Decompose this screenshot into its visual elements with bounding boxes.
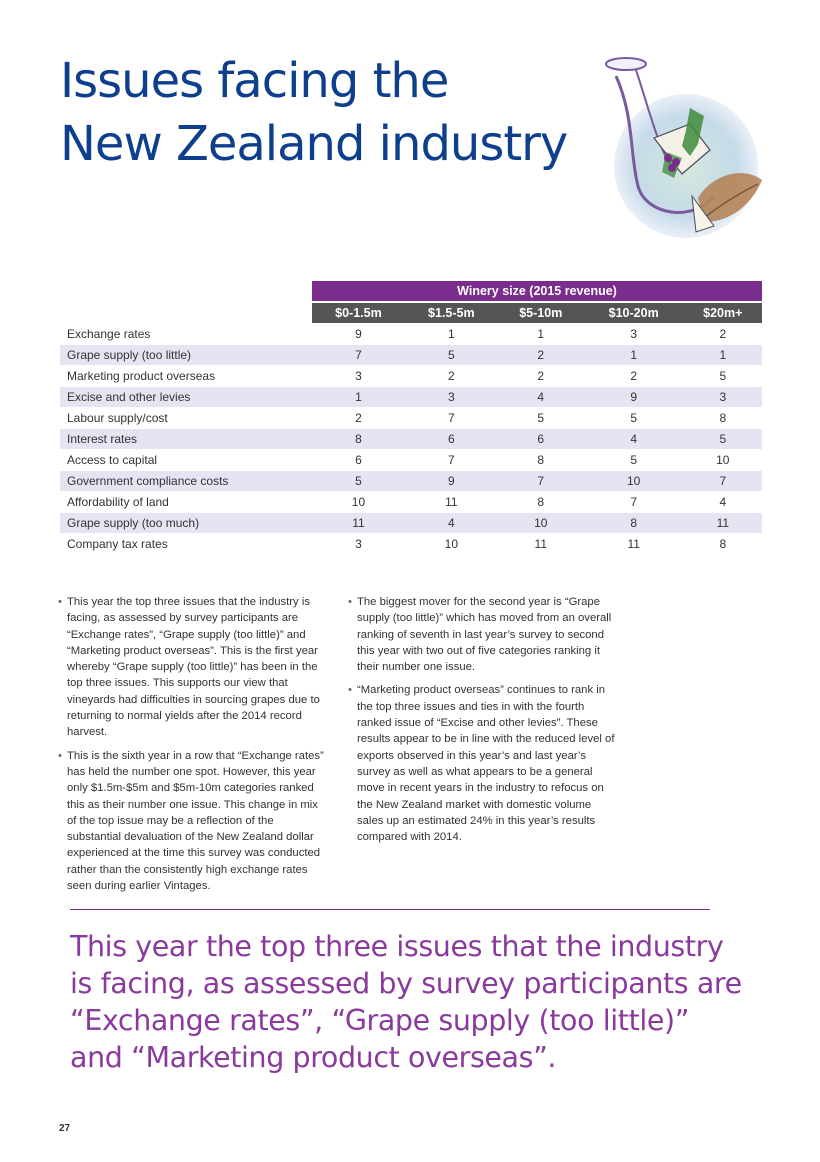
row-value: 6 xyxy=(405,429,498,450)
page-title xyxy=(60,50,567,176)
row-value: 10 xyxy=(405,534,498,555)
row-value: 11 xyxy=(584,534,684,555)
row-value: 2 xyxy=(684,324,762,345)
row-label: Grape supply (too little) xyxy=(60,345,312,366)
table-row xyxy=(60,471,762,492)
row-value: 9 xyxy=(584,387,684,408)
row-value: 7 xyxy=(312,345,405,366)
row-value: 10 xyxy=(584,471,684,492)
row-value: 2 xyxy=(405,366,498,387)
column-header: $20m+ xyxy=(684,302,762,324)
row-value: 3 xyxy=(312,534,405,555)
row-value: 2 xyxy=(312,408,405,429)
row-value: 11 xyxy=(312,513,405,534)
pull-quote: This year the top three issues that the industry is facing, as assessed by survey participants are “Exchange rates”, “Grape supply (too little)” and “Marketing product overseas”. xyxy=(70,930,742,1074)
row-value: 8 xyxy=(684,408,762,429)
table-row xyxy=(60,513,762,534)
row-value: 5 xyxy=(405,345,498,366)
row-value: 7 xyxy=(684,471,762,492)
row-label: Access to capital xyxy=(60,450,312,471)
row-label: Interest rates xyxy=(60,429,312,450)
row-value: 3 xyxy=(405,387,498,408)
row-label: Grape supply (too much) xyxy=(60,513,312,534)
table-row xyxy=(60,534,762,555)
table-row xyxy=(60,492,762,513)
table-row xyxy=(60,366,762,387)
row-value: 11 xyxy=(684,513,762,534)
table-row xyxy=(60,345,762,366)
row-value: 6 xyxy=(312,450,405,471)
bullet-paragraph: • “Marketing product overseas” continues to rank in the top three issues and ties in with the fourth ranked issue of “Excise and other levies”. These results appear to be in line with the reduced level of exports observed in this year’s and last year’s survey as well as what appears to be a general move in recent years in the industry to refocus on the New Zealand market with domestic volume sales up an estimated 24% in this year’s results compared with 2014. xyxy=(348,682,620,845)
page-number: 27 xyxy=(59,1123,71,1134)
row-label: Marketing product overseas xyxy=(60,366,312,387)
row-value: 2 xyxy=(498,366,584,387)
issues-ranking-table xyxy=(60,281,762,554)
row-value: 10 xyxy=(312,492,405,513)
row-value: 10 xyxy=(498,513,584,534)
wine-glass-globe-leaf-illustration xyxy=(594,46,770,242)
row-value: 1 xyxy=(684,345,762,366)
bullet-paragraph: • The biggest mover for the second year is “Grape supply (too little)” which has moved from an overall ranking of seventh in last year’s survey to second this year with two out of five categories ranking it their number one issue. xyxy=(348,594,620,675)
commentary-right-column xyxy=(348,594,620,852)
row-value: 3 xyxy=(684,387,762,408)
bullet-paragraph: • This year the top three issues that the industry is facing, as assessed by survey participants are “Exchange rates”, “Grape supply (too little)” and “Marketing product overseas”. This is the first year whereby “Grape supply (too little)” has been in the top three issues. This supports our view that vineyards had difficulties in sourcing grapes due to returning to normal yields after the 2014 record harvest. xyxy=(58,594,330,741)
row-value: 7 xyxy=(405,408,498,429)
column-header: $10-20m xyxy=(584,302,684,324)
table-row xyxy=(60,387,762,408)
page-title-line-1: Issues facing the xyxy=(60,53,449,109)
row-value: 1 xyxy=(405,324,498,345)
row-label: Company tax rates xyxy=(60,534,312,555)
row-value: 2 xyxy=(584,366,684,387)
row-value: 10 xyxy=(684,450,762,471)
table-row xyxy=(60,408,762,429)
row-value: 1 xyxy=(498,324,584,345)
table-row xyxy=(60,324,762,345)
row-value: 8 xyxy=(498,492,584,513)
row-value: 5 xyxy=(684,366,762,387)
row-value: 5 xyxy=(584,408,684,429)
row-value: 5 xyxy=(498,408,584,429)
row-value: 8 xyxy=(312,429,405,450)
row-value: 3 xyxy=(312,366,405,387)
row-value: 2 xyxy=(498,345,584,366)
row-value: 7 xyxy=(584,492,684,513)
row-value: 4 xyxy=(684,492,762,513)
row-value: 4 xyxy=(584,429,684,450)
row-value: 4 xyxy=(405,513,498,534)
row-value: 11 xyxy=(498,534,584,555)
row-value: 8 xyxy=(498,450,584,471)
row-label: Government compliance costs xyxy=(60,471,312,492)
row-value: 9 xyxy=(312,324,405,345)
column-header: $1.5-5m xyxy=(405,302,498,324)
row-value: 7 xyxy=(405,450,498,471)
divider xyxy=(70,909,710,910)
row-value: 1 xyxy=(584,345,684,366)
column-header: $5-10m xyxy=(498,302,584,324)
commentary-left-column xyxy=(58,594,330,901)
row-value: 8 xyxy=(584,513,684,534)
row-value: 5 xyxy=(312,471,405,492)
row-label: Exchange rates xyxy=(60,324,312,345)
bullet-paragraph: • This is the sixth year in a row that “Exchange rates” has held the number one spot. However, this year only $1.5m-$5m and $5m-10m categories ranked this as their number one issue. This change in mix of the top issue may be a reflection of the substantial devaluation of the New Zealand dollar experienced at the time this survey was conducted rather than the consistently high exchange rates seen during earlier Vintages. xyxy=(58,748,330,895)
row-value: 5 xyxy=(684,429,762,450)
row-value: 4 xyxy=(498,387,584,408)
row-value: 8 xyxy=(684,534,762,555)
row-label: Labour supply/cost xyxy=(60,408,312,429)
row-value: 6 xyxy=(498,429,584,450)
row-label: Affordability of land xyxy=(60,492,312,513)
table-row xyxy=(60,450,762,471)
row-label: Excise and other levies xyxy=(60,387,312,408)
table-row xyxy=(60,429,762,450)
row-value: 1 xyxy=(312,387,405,408)
page-title-line-2: New Zealand industry xyxy=(60,116,568,172)
winery-size-header: Winery size (2015 revenue) xyxy=(312,281,762,302)
row-value: 9 xyxy=(405,471,498,492)
row-value: 11 xyxy=(405,492,498,513)
row-value: 5 xyxy=(584,450,684,471)
table-column-header-row xyxy=(60,302,762,324)
row-value: 7 xyxy=(498,471,584,492)
row-value: 3 xyxy=(584,324,684,345)
table-group-header-row xyxy=(60,281,762,302)
column-header: $0-1.5m xyxy=(312,302,405,324)
